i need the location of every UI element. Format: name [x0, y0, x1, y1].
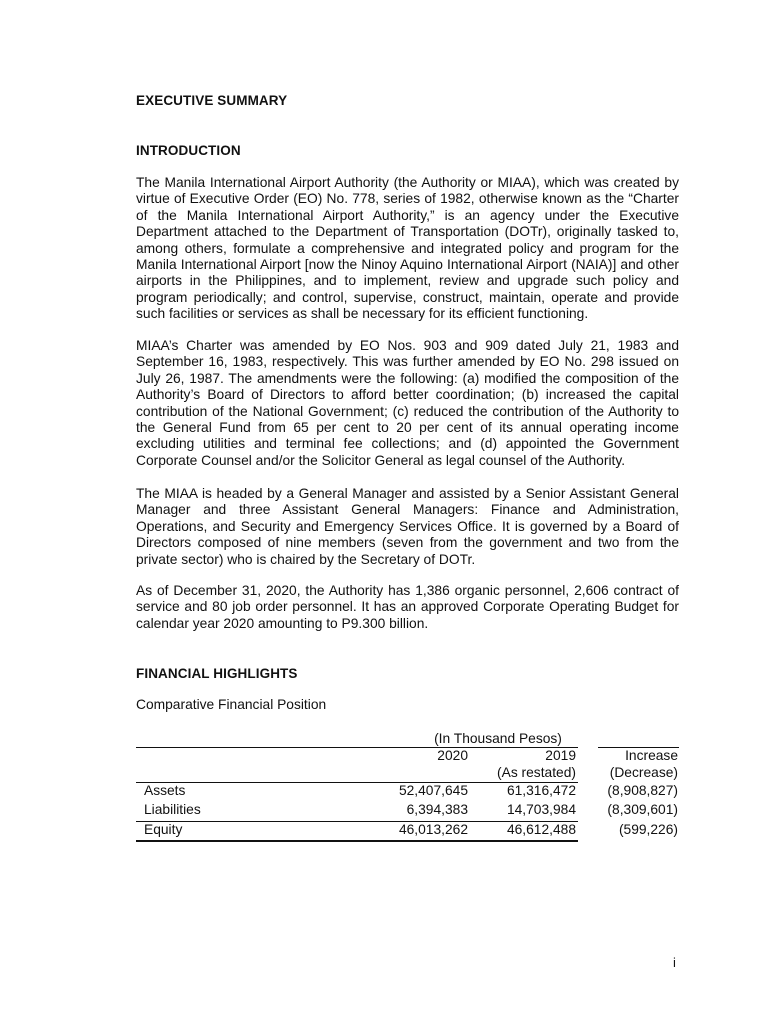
col-2019-note: (As restated): [497, 765, 576, 780]
table-caption: Comparative Financial Position: [136, 697, 327, 712]
unit-label: (In Thousand Pesos): [434, 731, 562, 746]
col-change-header-1: Increase: [625, 748, 678, 763]
financial-highlights-heading: FINANCIAL HIGHLIGHTS: [136, 666, 298, 681]
row-assets-2019: 61,316,472: [506, 783, 576, 798]
intro-paragraph-2: MIAA’s Charter was amended by EO Nos. 903 and 909 dated July 21, 1983 and September 16, 1983, respectively. This was further amended by EO No. 298 issued on July 26, 1987. The amendments were the following: (a) modified the composition of the Authority’s Board of Directors to afford better coordination; (b) increased the capital contribution of the National Government; (c) reduced the contribution of the Authority to the General Fund from 65 per cent to 20 per cent of its annual operating income excluding utilities and terminal fee collections; and (d) appointed the Government Corporate Counsel and/or the Solicitor General as legal counsel of the Authority.: [136, 338, 679, 468]
row-liabilities-2019: 14,703,984: [506, 802, 576, 817]
row-equity-2020: 46,013,262: [398, 822, 468, 837]
intro-paragraph-3: The MIAA is headed by a General Manager and assisted by a Senior Assistant General Manager and three Assistant General Managers: Finance and Administration, Operations, and Security and Emergency Services Office. It is governed by a Board of Directors composed of nine members (seven from the government and two from the private sector) who is chaired by the Secretary of DOTr.: [136, 486, 679, 567]
col-2020-header: 2020: [437, 748, 468, 763]
row-equity-change: (599,226): [618, 822, 678, 837]
page-number: i: [673, 955, 676, 970]
row-liabilities-change: (8,309,601): [607, 802, 678, 817]
table-bottom-rule: [136, 840, 578, 842]
intro-paragraph-1: The Manila International Airport Authority (the Authority or MIAA), which was created by virtue of Executive Order (EO) No. 778, series of 1982, otherwise known as the “Charter of the Manila International Airport Authority,” is an agency under the Executive Department attached to the Department of Transportation (DOTr), originally tasked to, among others, formulate a comprehensive and integrated policy and program for the Manila International Airport [now the Ninoy Aquino International Airport (NAIA)] and other airports in the Philippines, and to implement, review and upgrade such policy and program periodically; and control, supervise, construct, maintain, operate and provide such facilities or services as shall be necessary for its efficient functioning.: [136, 175, 679, 322]
intro-paragraph-4: As of December 31, 2020, the Authority has 1,386 organic personnel, 2,606 contract of service and 80 job order personnel. It has an approved Corporate Operating Budget for calendar year 2020 amounting to P9.300 billion.: [136, 583, 679, 631]
col-change-header-2: (Decrease): [609, 765, 678, 780]
col-2019-header: 2019: [545, 748, 576, 763]
row-label-equity: Equity: [144, 822, 183, 837]
row-assets-2020: 52,407,645: [398, 783, 468, 798]
row-label-assets: Assets: [144, 783, 186, 798]
executive-summary-heading: EXECUTIVE SUMMARY: [136, 93, 288, 108]
introduction-heading: INTRODUCTION: [136, 143, 241, 158]
row-equity-2019: 46,612,488: [506, 822, 576, 837]
row-liabilities-2020: 6,394,383: [406, 802, 468, 817]
row-assets-change: (8,908,827): [607, 783, 678, 798]
row-label-liabilities: Liabilities: [144, 802, 201, 817]
